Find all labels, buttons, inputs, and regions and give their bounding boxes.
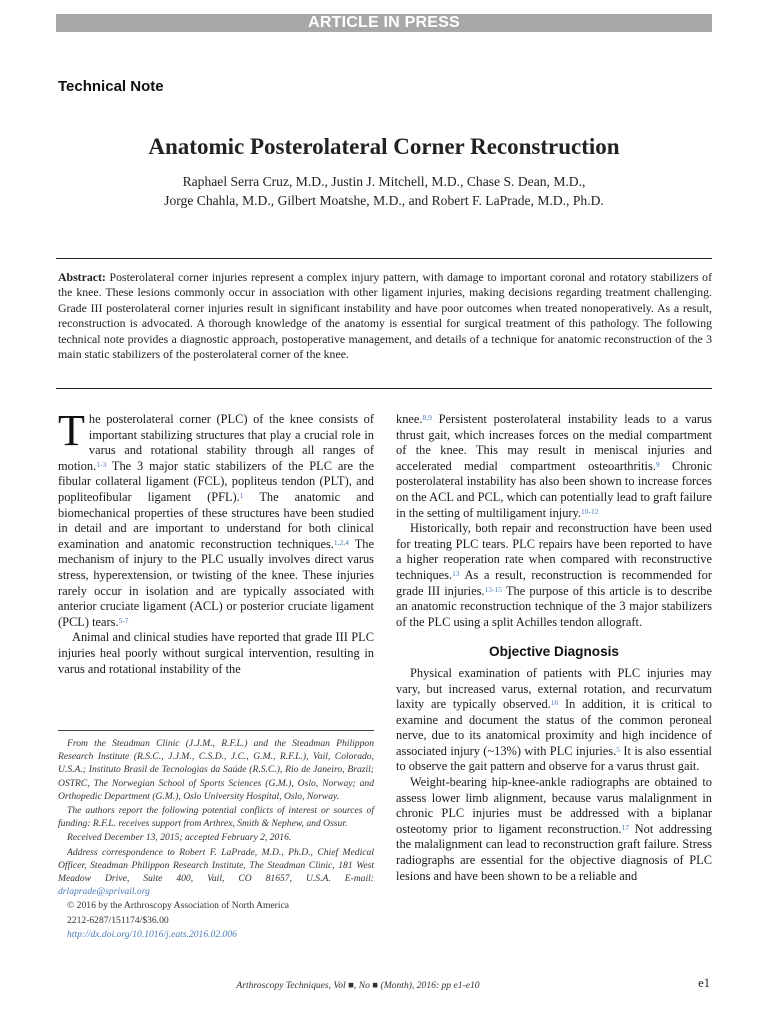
text-run: Not addressing the malalignment can lead to reconstruction graft failure. Stress radiographs are essential for the objective diagnosis of PLC lesions and have been shown to be a reliable and bbox=[396, 821, 712, 883]
citation-link[interactable]: 13-15 bbox=[484, 584, 502, 594]
copyright-note: © 2016 by the Arthroscopy Association of North America bbox=[67, 900, 290, 912]
text-run: The 3 major static stabilizers of the PLC are the fibular collateral ligament (FCL), popliteus tendon (PLT), and popliteofibular ligament (PFL). bbox=[58, 458, 374, 504]
text-run: In addition, it is critical to examine and document the status of the common peroneal nerve, due to its anatomical proximity and high incidence of associated injury (~13%) with PLC injuries. bbox=[396, 697, 712, 758]
section-label: Technical Note bbox=[58, 78, 164, 95]
text-run: The anatomic and biomechanical properties of these structures have been studied in detail and are important to understand for both clinical examination and anatomic reconstruction techniques. bbox=[58, 489, 374, 551]
correspondence-text: Address correspondence to Robert F. LaPrade, M.D., Ph.D., Chief Medical Officer, Steadman Philippon Research Institute, The Steadman Clinic, 181 West Meadow Drive, Suite 400, Vail, CO 81657, U.S.A. E-mail: bbox=[58, 846, 374, 885]
section-heading: Objective Diagnosis bbox=[489, 644, 619, 660]
left-column bbox=[58, 406, 375, 677]
article-in-press-banner: ARTICLE IN PRESS bbox=[56, 14, 712, 32]
correspondence-note bbox=[58, 846, 374, 899]
paragraph bbox=[396, 775, 712, 884]
text-run: Chronic posterolateral instability has also been shown to increase forces on the ACL and PCL, which can potentially lead to graft failure in the setting of multiligament injury. bbox=[396, 458, 712, 520]
citation-link[interactable]: 8,9 bbox=[422, 413, 432, 422]
abstract-lead: Abstract: bbox=[58, 270, 106, 284]
paragraph bbox=[396, 521, 712, 630]
text-run: It is also essential to observe the gait pattern and observe for a varus thrust gait. bbox=[396, 743, 713, 774]
text-run: The mechanism of injury to the PLC usually involves direct varus stress, hyperextension, or twisting of the knee. These injuries rarely occur in isolation and are typically associated with anterior cruciate ligament (ACL) or posterior cruciate ligament (PCL) tears. bbox=[58, 536, 375, 629]
page-number: e1 bbox=[698, 976, 710, 990]
right-column bbox=[396, 412, 712, 884]
citation-link[interactable]: 10-12 bbox=[581, 506, 599, 516]
author-line-1: Raphael Serra Cruz, M.D., Justin J. Mitchell, M.D., Chase S. Dean, M.D., bbox=[182, 174, 586, 189]
journal-citation-footer: Arthroscopy Techniques, Vol ■, No ■ (Month), 2016: pp e1-e10 bbox=[236, 980, 480, 991]
text-run: Weight-bearing hip-knee-ankle radiographs are obtained to assess lower limb alignment, because varus malalignment in chronic PLC injuries must be addressed with a biplanar osteotomy prior to ligament reconstruction. bbox=[396, 775, 712, 836]
received-note: Received December 13, 2015; accepted February 2, 2016. bbox=[67, 832, 292, 844]
text-run: Physical examination of patients with PLC injuries may vary, but increased varus, external rotation, and recurvatum laxity are typically observed. bbox=[396, 665, 712, 712]
text-run: Historically, both repair and reconstruction have been used for treating PLC tears. PLC repairs have been reported to have a higher reoperation rate when compared with reconstructive techniques. bbox=[396, 521, 712, 582]
citation-link[interactable]: 17 bbox=[621, 822, 629, 832]
citation-link[interactable]: 5-7 bbox=[118, 615, 129, 625]
abstract-bottom-rule bbox=[56, 388, 712, 389]
citation-link[interactable]: 5 bbox=[616, 744, 620, 754]
footnote-rule bbox=[58, 730, 374, 731]
abstract-text: Posterolateral corner injuries represent a complex injury pattern, with damage to important coronal and rotatory stabilizers of the knee. These lesions commonly occur in association with other ligament injuries, making decisions regarding treatment challenging. Grade III posterolateral corner injuries result in significant instability and have poor outcomes when treated nonoperatively. As a result, reconstruction is advocated. A thorough knowledge of the anatomy is essential for surgical treatment of this pathology. The following technical note provides a diagnostic approach, postoperative management, and details of a technique for anatomic reconstruction of the 3 main static stabilizers of the posterolateral corner of the knee. bbox=[58, 270, 712, 362]
citation-link[interactable]: 16 bbox=[550, 698, 559, 708]
text-run: he posterolateral corner (PLC) of the knee consists of important stabilizing structures that play a crucial role in varus and rotational stability through all ranges of motion. bbox=[58, 412, 374, 473]
citation-link[interactable]: 1,2,4 bbox=[333, 537, 349, 547]
citation-link[interactable]: 1 bbox=[239, 490, 244, 500]
text-run: The purpose of this article is to describe an anatomic reconstruction technique of the 3 major stabilizers of the PLC using a split Achilles tendon allograft. bbox=[396, 583, 712, 629]
citation-link[interactable]: 1-3 bbox=[96, 459, 107, 469]
text-run: As a result, reconstruction is recommended for grade III injuries. bbox=[396, 567, 712, 598]
doi-link[interactable]: http://dx.doi.org/10.1016/j.eats.2016.02.006 bbox=[67, 928, 237, 940]
paragraph: Animal and clinical studies have reported that grade III PLC injuries heal poorly without surgical intervention, resulting in varus and rotational instability of the bbox=[58, 630, 374, 676]
paragraph bbox=[396, 412, 712, 521]
paragraph bbox=[58, 406, 375, 630]
drop-cap: T bbox=[58, 406, 85, 455]
footnotes bbox=[58, 737, 374, 942]
abstract-top-rule bbox=[56, 258, 712, 259]
affiliation-note: From the Steadman Clinic (J.J.M., R.F.L.) and the Steadman Philippon Research Institute (R.S.C., J.J.M., C.S.D., J.C., G.M., R.F.L.), Vail, Colorado, U.S.A.; Instituto Brasil de Tecnologias da Saúde (R.S.C.), Rio de Janeiro, Brazil; OSTRC, The Norwegian School of Sports Sciences (G.M.), Oslo, Norway; and Orthopedic Department (G.M.), Oslo University Hospital, Oslo, Norway. bbox=[58, 738, 374, 802]
email-link[interactable]: drlaprade@sprivail.org bbox=[58, 886, 150, 898]
abstract bbox=[58, 270, 712, 362]
conflict-note: The authors report the following potential conflicts of interest or sources of funding: R.F.L. receives support from Arthrex, Smith & Nephew, and Ossur. bbox=[58, 805, 374, 830]
issn-note: 2212-6287/151174/$36.00 bbox=[67, 914, 169, 926]
author-line-2: Jorge Chahla, M.D., Gilbert Moatshe, M.D., and Robert F. LaPrade, M.D., Ph.D. bbox=[164, 193, 604, 208]
paragraph bbox=[396, 666, 712, 775]
article-title: Anatomic Posterolateral Corner Reconstruction bbox=[148, 134, 620, 159]
text-run: Persistent posterolateral instability leads to a varus thrust gait, which increases forces on the medial compartment of the knee. This may result in meniscal injuries and accelerated medial compartment osteoarthritis. bbox=[396, 412, 712, 473]
author-list bbox=[56, 172, 712, 210]
text-run: knee. bbox=[396, 412, 423, 426]
citation-link[interactable]: 9 bbox=[655, 459, 660, 469]
citation-link[interactable]: 13 bbox=[452, 568, 460, 578]
